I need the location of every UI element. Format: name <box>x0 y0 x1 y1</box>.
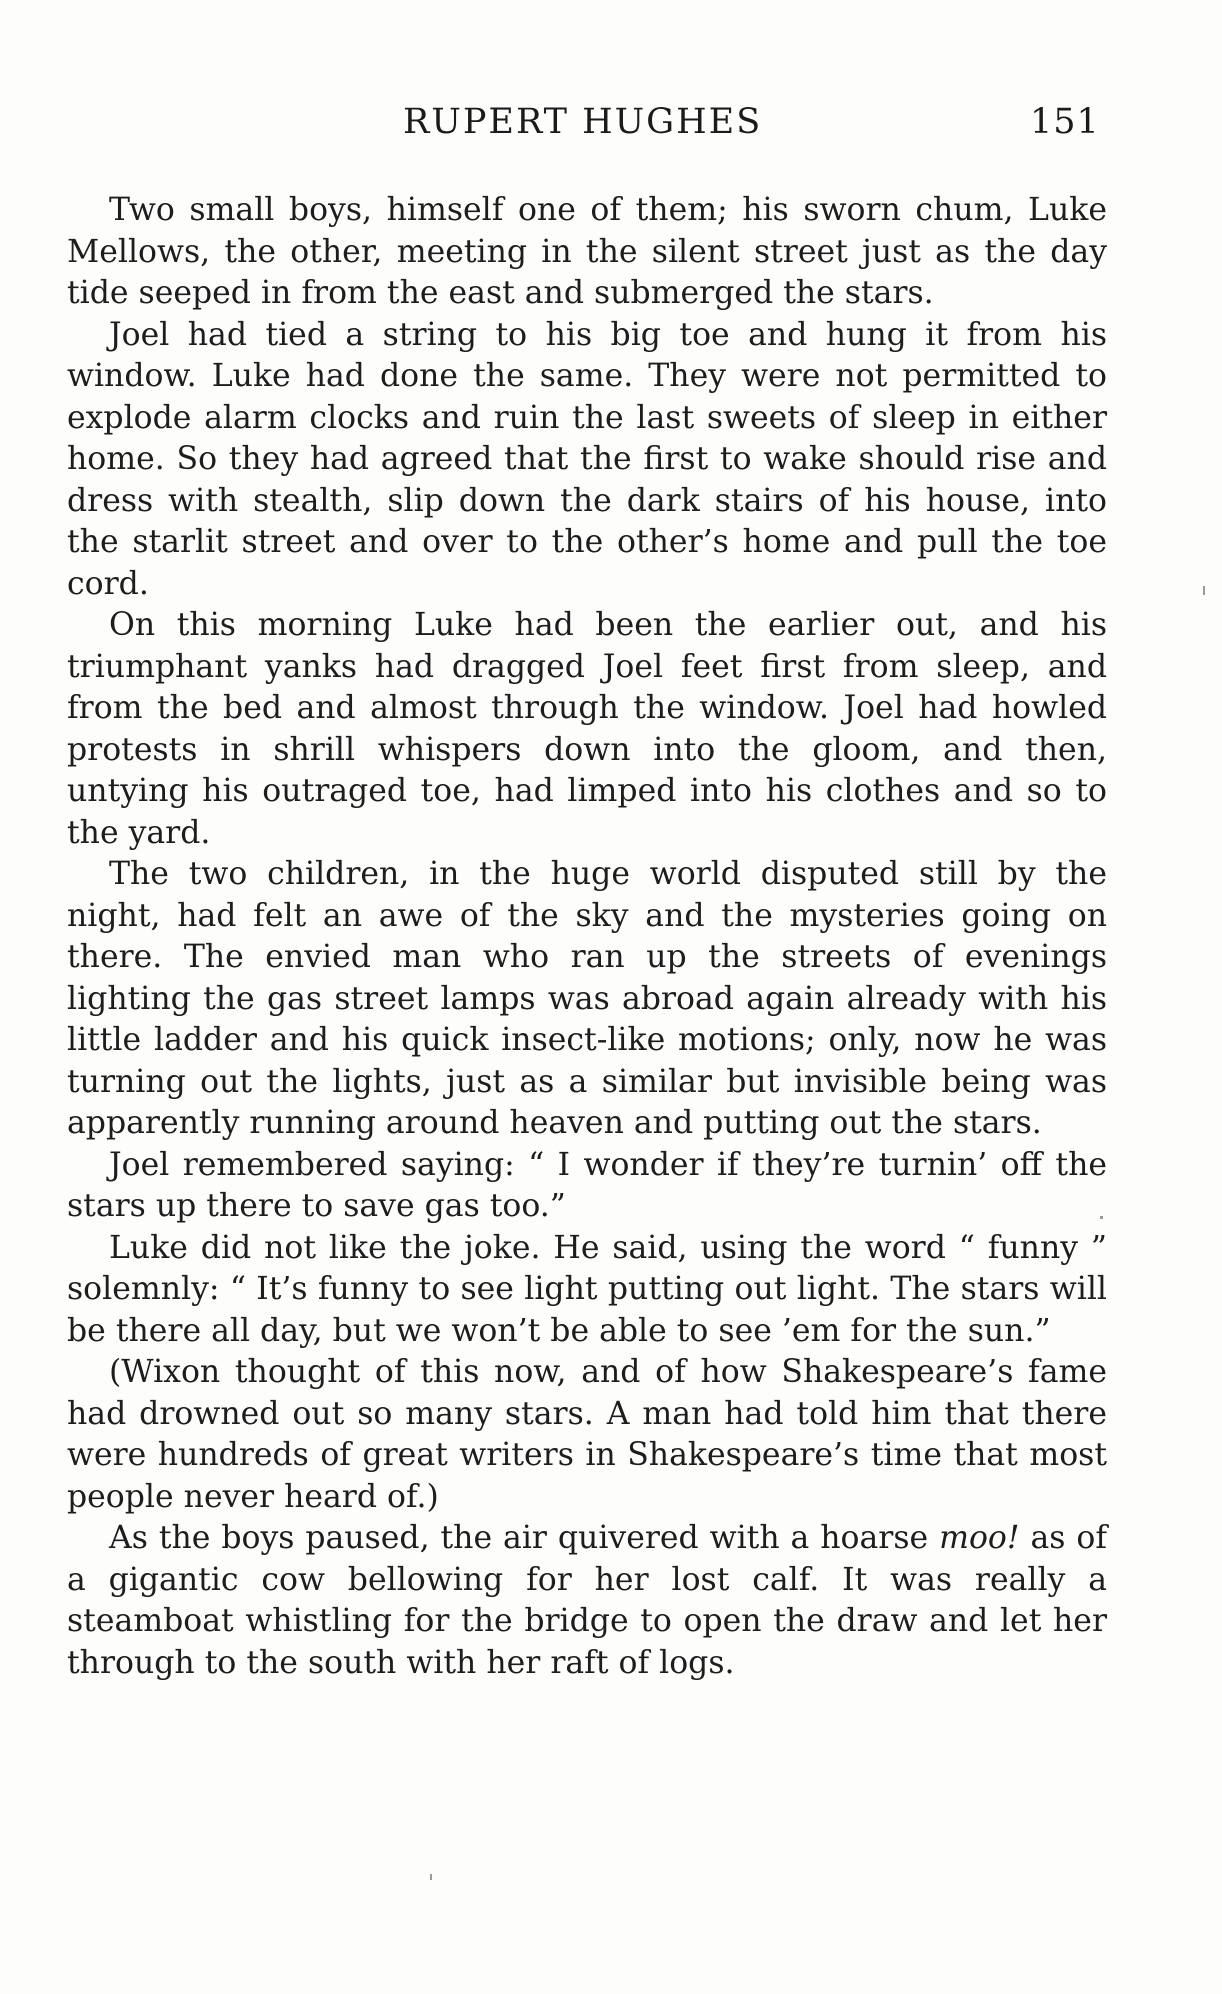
paragraph-text-after: as of a gigantic cow bellowing for her lost calf. It was really a steamboat whistling for the bridge to open the draw and let her through to the south with her raft of logs. <box>67 1520 1107 1681</box>
emphasized-word: moo! <box>939 1520 1020 1556</box>
paragraph <box>67 1518 1107 1684</box>
margin-speck <box>1203 586 1205 595</box>
page-number: 151 <box>1030 102 1100 142</box>
margin-speck <box>1100 1216 1103 1219</box>
paragraph: Joel had tied a string to his big toe and hung it from his window. Luke had done the same. They were not permitted to explode alarm clocks and ruin the last sweets of sleep in either home. So they had agreed that the first to wake should rise and dress with stealth, slip down the dark stairs of his house, into the starlit street and over to the other’s home and pull the toe cord. <box>67 316 1107 602</box>
body-text <box>67 190 1107 1684</box>
paragraph: (Wixon thought of this now, and of how Shakespeare’s fame had drowned out so many stars. A man had told him that there were hundreds of great writers in Shakespeare’s time that most people never heard of.) <box>67 1354 1107 1515</box>
running-title: RUPERT HUGHES <box>403 102 763 142</box>
paragraph: Two small boys, himself one of them; his sworn chum, Luke Mellows, the other, meeting in the silent street just as the day tide seeped in from the east and submerged the stars. <box>67 192 1107 311</box>
paragraph-text-before: As the boys paused, the air quivered with a hoarse <box>109 1520 940 1556</box>
paragraph: On this morning Luke had been the earlier out, and his triumphant yanks had dragged Joel feet first from sleep, and from the bed and almost through the window. Joel had howled protests in shrill whispers down into the gloom, and then, untying his outraged toe, had limped into his clothes and so to the yard. <box>67 607 1107 851</box>
paragraph: Luke did not like the joke. He said, using the word “ funny ” solemnly: “ It’s funny to see light putting out light. The stars will be there all day, but we won’t be able to see ’em for the sun.” <box>67 1229 1107 1349</box>
margin-speck <box>430 1874 432 1880</box>
page-header <box>0 102 1222 152</box>
paragraph: The two children, in the huge world disputed still by the night, had felt an awe of the sky and the mysteries going on there. The envied man who ran up the streets of evenings lighting the gas street lamps was abroad again already with his little ladder and his quick insect-like motions; only, now he was turning out the lights, just as a similar but invisible being was apparently running around heaven and putting out the stars. <box>67 856 1107 1141</box>
paragraph: Joel remembered saying: “ I wonder if they’re turnin’ off the stars up there to save gas too.” <box>67 1146 1107 1224</box>
